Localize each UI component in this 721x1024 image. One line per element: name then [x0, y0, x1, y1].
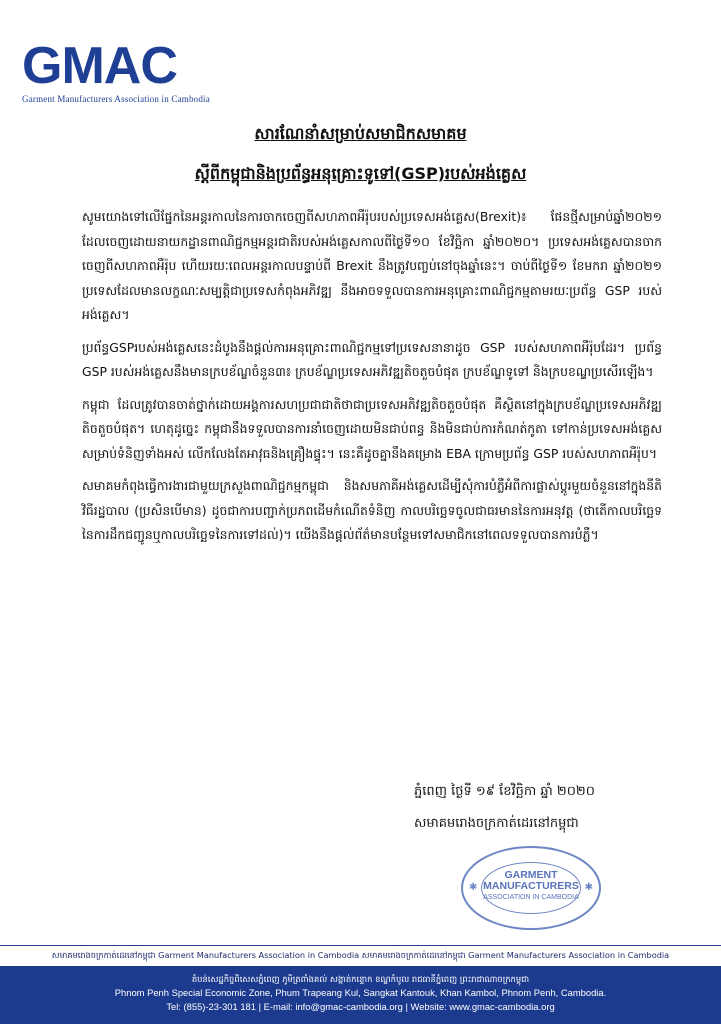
footer-address-english: Phnom Penh Special Economic Zone, Phum Trapeang Kul, Sangkat Kantouk, Khan Kambol, Phnom Penh, Cambodia. — [114, 987, 607, 998]
footer-band — [0, 966, 721, 1024]
document-title: សារណែនាំសម្រាប់សមាជិកសមាគម — [254, 124, 467, 143]
gmac-logo: GMAC — [22, 37, 177, 95]
date-line: ភ្នំពេញ ថ្ងៃទី ១៩ ខែវិច្ឆិកា ឆ្នាំ ២០២០ — [414, 784, 595, 799]
footer-tagline: សមាគមរោងចក្រកាត់ដេរនៅកម្ពុជា Garment Manufacturers Association in Cambodia សមាគមរោងចក្រកាត់ដេរនៅកម្ពុជា Garment Manufacturers Association in Cambodia — [51, 950, 670, 960]
seal-line-1: GARMENT — [504, 869, 558, 881]
footer-address-khmer: តំបន់សេដ្ឋកិច្ចពិសេសភ្នំពេញ ភូមិត្រពាំងគល់ សង្កាត់កន្ទោក ខណ្ឌកំបូល រាជធានីភ្នំពេញ ព្រះរាជាណាចក្រកម្ពុជា — [191, 974, 530, 984]
footer-divider — [0, 945, 721, 946]
star-icon: ✱ — [584, 882, 593, 893]
document-subtitle: ស្ដីពីកម្ពុជានិងប្រព័ន្ធអនុគ្រោះទូទៅ(GSP)របស់អង់គ្លេស — [194, 164, 527, 183]
letter-body — [82, 205, 662, 556]
seal-text — [463, 870, 599, 903]
letterhead — [22, 37, 262, 110]
paragraph-3: កម្ពុជា ដែលត្រូវបានចាត់ថ្នាក់ដោយអង្គការសហប្រជាជាតិថាជាប្រទេសអភិវឌ្ឍតិចតួចបំផុត គឺស្ថិតនៅក្នុងក្របខ័ណ្ឌប្រទេសអភិវឌ្ឍតិចតួចបំផុត។ ហេតុដូច្នេះ កម្ពុជានឹងទទួលបានការនាំចេញដោយមិនជាប់ពន្ធ និងមិនជាប់ការកំណត់កូតា ទៅកាន់ប្រទេសអង់គ្លេសសម្រាប់ទំនិញទាំងអស់ លើកលែងតែអាវុធនិងគ្រឿងផ្ទុះ។ នេះគឺដូចគ្នានឹងគម្រោង EBA ក្រោមប្រព័ន្ធ GSP របស់សហភាពអឺរ៉ុប។ — [82, 396, 662, 461]
paragraph-4: សមាគមកំពុងធ្វើការងារជាមួយក្រសួងពាណិជ្ជកម្មកម្ពុជា និងសមភាគីអង់គ្លេសដើម្បីសុំការបំភ្លឺអំពីការផ្លាស់ប្ដូរមួយចំនួននៅក្នុងនីតិវិធីរដ្ឋបាល (ប្រសិនបើមាន) ដូចជាការបញ្ជាក់ប្រភពដើមកំណើតទំនិញ កាលបរិច្ឆេទចូលជាធរមាននៃការអនុវត្ត (ថាតើកាលបរិច្ឆេទនៃការដឹកជញ្ជូនឬកាលបរិច្ឆេទនៃការទៅដល់)។ យើងនឹងផ្ដល់ព័ត៌មានបន្ថែមទៅសមាជិកនៅពេលទទួលបានការបំភ្លឺ។ — [82, 478, 662, 542]
footer-contact: Tel: (855)-23-301 181 | E-mail: info@gmac-cambodia.org | Website: www.gmac-cambodia.org — [166, 1001, 555, 1012]
association-seal — [461, 846, 601, 930]
signoff — [414, 776, 674, 840]
paragraph-2: ប្រព័ន្ធGSPរបស់អង់គ្លេសនេះដំបូងនឹងផ្ដល់ការអនុគ្រោះពាណិជ្ជកម្មទៅប្រទេសនានាដូច GSP របស់សហភាពអឺរ៉ុបដែរ។ ប្រព័ន្ធ GSP របស់អង់គ្លេសនឹងមានក្របខ័ណ្ឌចំនួន៣៖ ក្របខ័ណ្ឌប្រទេសអភិវឌ្ឍតិចតួចបំផុត ក្របខ័ណ្ឌទូទៅ និងក្របខណ្ឌប្រសើរឡើង។ — [82, 339, 662, 379]
seal-line-2: MANUFACTURERS — [483, 880, 579, 892]
seal-line-3: ASSOCIATION IN CAMBODIA — [483, 894, 579, 901]
document-titles — [0, 122, 721, 186]
logo-subtitle: Garment Manufacturers Association in Cambodia — [22, 94, 210, 104]
organization-line: សមាគមរោងចក្រកាត់ដេរនៅកម្ពុជា — [414, 816, 579, 831]
paragraph-1: សូមយោងទៅលើផ្នែកនៃអន្តរកាលនៃការចាកចេញពីសហភាពអឺរ៉ុបរបស់ប្រទេសអង់គ្លេស(Brexit)៖ ផែនថ្មីសម្រាប់ឆ្នាំ២០២១ ដែលចេញដោយនាយកដ្ឋានពាណិជ្ជកម្មអន្តរជាតិរបស់អង់គ្លេសកាលពីថ្ងៃទី១០ ខែវិច្ឆិកា ឆ្នាំ២០២០។ ប្រទេសអង់គ្លេសបានចាកចេញពីសហភាពអឺរ៉ុប ហើយរយៈពេលអន្តរកាលបន្ទាប់ពី Brexit នឹងត្រូវបញ្ចប់នៅចុងឆ្នាំនេះ។ ចាប់ពីថ្ងៃទី១ ខែមករា ឆ្នាំ២០២១ ប្រទេសដែលមានលក្ខណៈសម្បត្តិជាប្រទេសកំពុងអភិវឌ្ឍ នឹងអាចទទួលបានការអនុគ្រោះពាណិជ្ជកម្មតាមរយៈប្រព័ន្ធ GSP របស់អង់គ្លេស។ — [82, 209, 662, 322]
star-icon: ✱ — [469, 882, 478, 893]
